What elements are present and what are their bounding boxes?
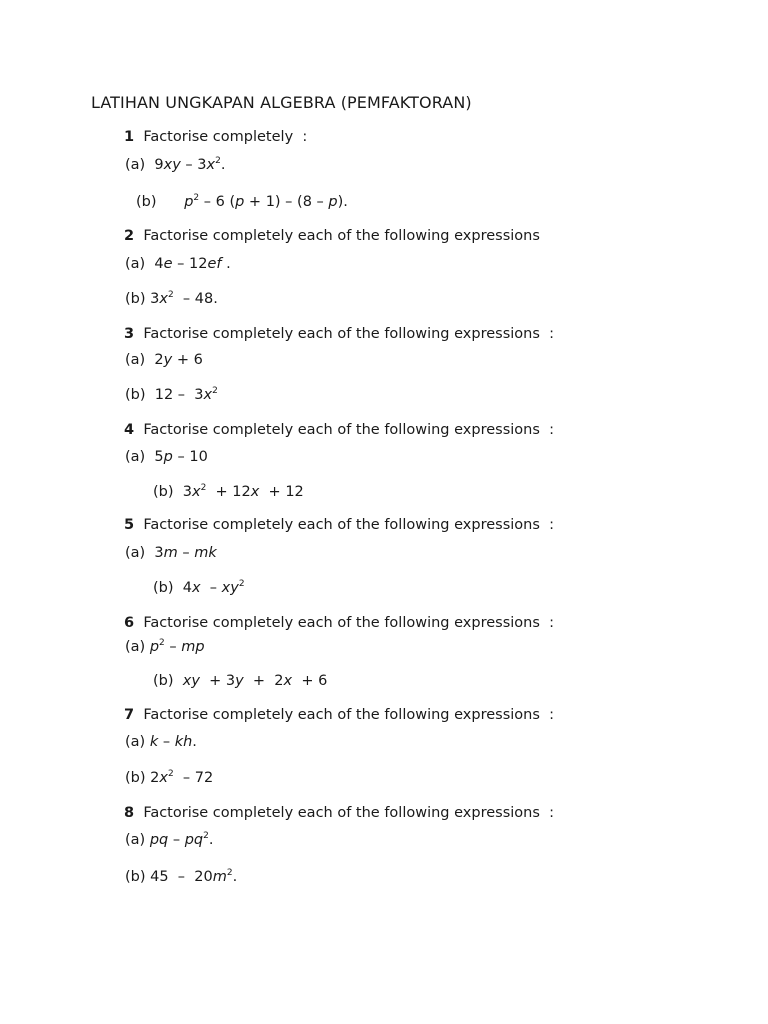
part-label: (a)	[125, 734, 146, 750]
part-label: (a)	[125, 352, 146, 368]
part-expression: $45 - 20m^2$.	[150, 868, 238, 885]
part-label: (b)	[153, 484, 174, 500]
question-6-part-b	[153, 673, 327, 689]
question-number: 4	[124, 422, 135, 438]
question-instruction: Factorise completely each of the following expressions :	[143, 707, 554, 723]
question-6	[124, 615, 554, 631]
part-expression: $9xy - 3x^2$.	[154, 156, 226, 173]
question-8	[124, 805, 554, 821]
question-4-part-a	[125, 449, 208, 465]
question-5	[124, 517, 554, 533]
question-number: 5	[124, 517, 135, 533]
part-expression: $3x^2 - 48$.	[150, 290, 218, 307]
question-7-part-b	[125, 770, 213, 786]
question-instruction: Factorise completely each of the following expressions :	[143, 517, 554, 533]
question-1-part-b	[136, 194, 348, 210]
question-5-part-a	[125, 545, 217, 561]
question-number: 6	[124, 615, 135, 631]
page-title: LATIHAN UNGKAPAN ALGEBRA (PEMFAKTORAN)	[91, 93, 472, 112]
question-number: 7	[124, 707, 135, 723]
question-instruction: Factorise completely each of the following expressions	[143, 228, 540, 244]
question-instruction: Factorise completely each of the following expressions :	[143, 422, 554, 438]
part-label: (b)	[153, 673, 174, 689]
part-expression: 5p – 10	[154, 449, 208, 465]
part-label: (a)	[125, 256, 146, 272]
part-expression: $4x - xy^2$	[182, 579, 245, 596]
part-expression: $p^2 - 6$ (p + 1) – (8 – p).	[184, 193, 348, 210]
question-1-part-a	[125, 157, 225, 173]
question-8-part-b	[125, 869, 237, 885]
part-label: (a)	[125, 639, 146, 655]
question-number: 8	[124, 805, 135, 821]
question-8-part-a	[125, 832, 213, 848]
question-instruction: Factorise completely :	[143, 129, 308, 145]
question-number: 2	[124, 228, 135, 244]
question-2-part-b	[125, 291, 218, 307]
question-6-part-a	[125, 639, 205, 655]
part-expression: k – kh.	[149, 734, 197, 750]
part-label: (b)	[153, 580, 174, 596]
part-expression: 2y + 6	[154, 352, 203, 368]
question-instruction: Factorise completely each of the following expressions :	[143, 326, 554, 342]
part-label: (b)	[125, 291, 146, 307]
question-3-part-a	[125, 352, 203, 368]
part-label: (b)	[125, 387, 146, 403]
part-expression: $2x^2 - 72$	[150, 769, 214, 786]
question-1	[124, 129, 307, 145]
part-label: (a)	[125, 157, 146, 173]
part-label: (a)	[125, 832, 146, 848]
question-instruction: Factorise completely each of the following expressions :	[143, 615, 554, 631]
question-7	[124, 707, 554, 723]
part-label: (a)	[125, 545, 146, 561]
question-4-part-b	[153, 484, 304, 500]
part-label: (a)	[125, 449, 146, 465]
part-expression: $3x^2 + 12x + 12$	[182, 483, 304, 500]
part-expression: $p^2$ – mp	[149, 638, 205, 655]
part-expression: 3m – mk	[154, 545, 217, 561]
question-2	[124, 228, 540, 244]
part-expression: 4e – 12ef .	[154, 256, 231, 272]
part-label: (b)	[125, 770, 146, 786]
question-instruction: Factorise completely each of the following expressions :	[143, 805, 554, 821]
question-number: 3	[124, 326, 135, 342]
question-3	[124, 326, 554, 342]
part-label: (b)	[136, 194, 157, 210]
part-label: (b)	[125, 869, 146, 885]
question-7-part-a	[125, 734, 197, 750]
question-number: 1	[124, 129, 135, 145]
part-expression: $12 - 3x^2$	[154, 386, 218, 403]
question-3-part-b	[125, 387, 218, 403]
part-expression: xy + 3y + 2x + 6	[182, 673, 328, 689]
part-expression: pq – $pq^2$.	[149, 831, 214, 848]
question-5-part-b	[153, 580, 245, 596]
question-4	[124, 422, 554, 438]
question-2-part-a	[125, 256, 231, 272]
